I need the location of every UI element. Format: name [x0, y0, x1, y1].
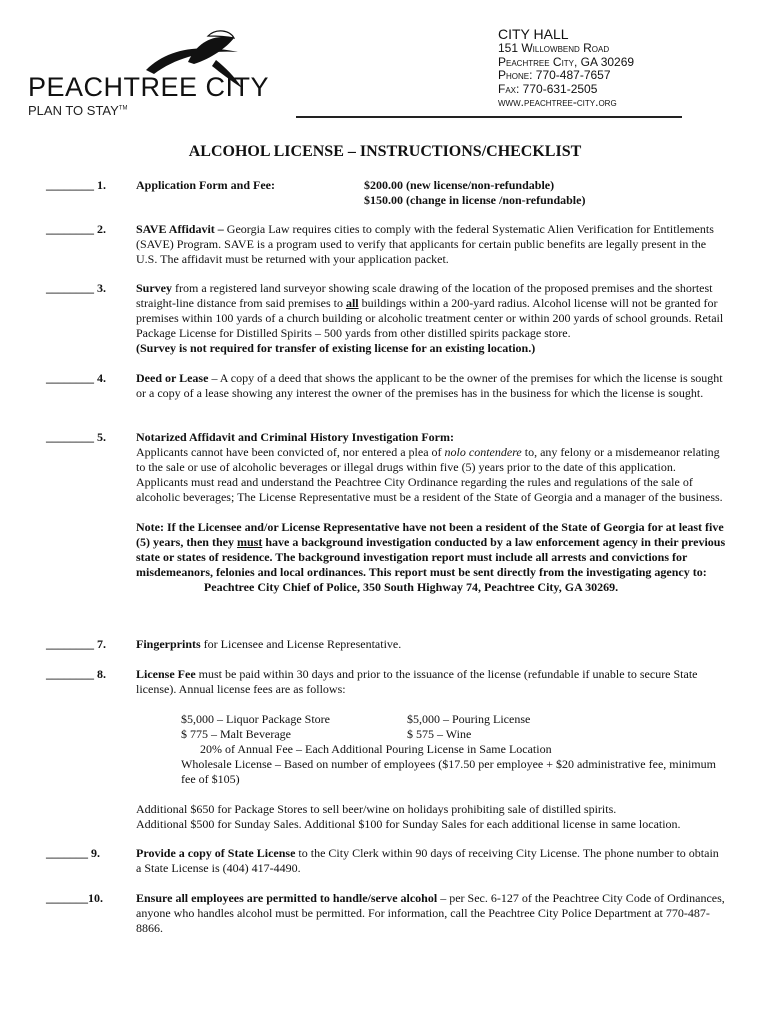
- fee-change: $150.00 (change in license /non-refundable): [364, 193, 586, 207]
- item-number: ________ 2.: [46, 222, 106, 236]
- logo-wordmark: PEACHTREE CITY: [28, 72, 270, 102]
- phone-line: Phone: 770-487-7657: [498, 68, 611, 82]
- item-label: Application Form and Fee:: [136, 178, 275, 192]
- city-hall-address: [498, 26, 634, 110]
- fax-line: Fax: 770-631-2505: [498, 81, 598, 96]
- item-body: Deed or Lease – A copy of a deed that shows the applicant to be the owner of the premises for which the license is sought or a copy of a lease showing any interest the owner of the premises has in the business for which the license is sought.: [136, 371, 723, 400]
- item-number: ________ 5.: [46, 430, 106, 444]
- survey-note: (Survey is not required for transfer of existing license for an existing location.): [136, 341, 536, 355]
- address-line: 151 Willowbend Road: [498, 41, 610, 55]
- address-line: Peachtree City, GA 30269: [498, 54, 635, 69]
- fee-additional-pouring: 20% of Annual Fee – Each Additional Pouring License in Same Location: [200, 742, 552, 756]
- item-number: ________ 1.: [46, 178, 106, 192]
- item-number: _______10.: [46, 891, 103, 905]
- item-number: _______ 9.: [46, 846, 100, 860]
- police-address: Peachtree City Chief of Police, 350 South Highway 74, Peachtree City, GA 30269.: [203, 580, 619, 594]
- org-name: CITY HALL: [498, 26, 569, 42]
- additional-holiday: Additional $650 for Package Stores to sell beer/wine on holidays prohibiting sale of distilled spirits.: [136, 802, 617, 816]
- header-divider: [296, 116, 682, 118]
- fee-malt: $ 775 – Malt Beverage: [181, 727, 291, 741]
- fee-wine: $ 575 – Wine: [407, 727, 472, 741]
- item-number: ________ 8.: [46, 667, 106, 681]
- item-body: SAVE Affidavit – Georgia Law requires cities to comply with the federal Systematic Alien Verification for Entitlements (SAVE) Program. SAVE is a program used to verify that applicants for certain public benefits are legally present in the U.S. The affidavit must be returned with your application packet.: [136, 222, 714, 266]
- website-line: www.peachtree-city.org: [498, 95, 617, 109]
- fee-new: $200.00 (new license/non-refundable): [364, 178, 555, 192]
- additional-sunday: Additional $500 for Sunday Sales. Additional $100 for Sunday Sales for each additional license in same location.: [136, 817, 681, 831]
- page-title: ALCOHOL LICENSE – INSTRUCTIONS/CHECKLIST: [188, 143, 582, 160]
- item-body: License Fee must be paid within 30 days and prior to the issuance of the license (refundable if unable to secure State license). Annual license fees are as follows: $5,000 – Liquor Package Store $5,000 – Pouring License $ 775 – Malt Beverage $ 575 – Wine 20% of Annual Fee – Each Additional Pouring License in Same Location Wholesale License – Based on number of employees ($17.50 per employee + $20 administrative fee, minimum fee of $105) Additional $650 for Package Stores to sell beer/wine on holidays prohibiting sale of distilled spirits. Additional $500 for Sunday Sales. Additional $100 for Sunday Sales for each additional license in same location.: [136, 667, 726, 832]
- item-number: ________ 7.: [46, 637, 106, 651]
- logo-tagline: PLAN TO STAY™: [28, 103, 128, 118]
- item-number: ________ 4.: [46, 371, 106, 385]
- fee-pouring: $5,000 – Pouring License: [407, 712, 531, 726]
- item-body: Notarized Affidavit and Criminal History Investigation Form: Applicants cannot have been convicted of, nor entered a plea of nolo contendere to, any felony or a misdemeanor relating to the sale or use of alcoholic beverages or illegal drugs within five (5) years prior to the date of this application. Applicants must read and understand the Peachtree City Ordinance regarding the rules and regulations of the sale of alcoholic beverages; The License Representative must be a resident of the State of Georgia and a manager of the business. Note: If the Licensee and/or License Representative have not been a resident of the State of Georgia for at least five (5) years, then they must have a background investigation conducted by a law enforcement agency in their previous state or states of residence. The background investigation report must include all arrests and convictions for misdemeanors, felonies and local ordinances. This report must be sent directly from the investigating agency to: Peachtree City Chief of Police, 350 South Highway 74, Peachtree City, GA 30269.: [136, 430, 726, 594]
- fee-wholesale: Wholesale License – Based on number of employees ($17.50 per employee + $20 administrative fee, minimum fee of $105): [181, 757, 716, 786]
- item-number: ________ 3.: [46, 281, 106, 295]
- item-body: Fingerprints for Licensee and License Representative.: [136, 637, 402, 651]
- peachtree-city-logo: [28, 30, 288, 120]
- item-body: Ensure all employees are permitted to handle/serve alcohol – per Sec. 6-127 of the Peachtree City Code of Ordinances, anyone who handles alcohol must be permitted. For information, call the Peachtree City Police Department at 770-487-8866.: [136, 891, 725, 935]
- item-body: Provide a copy of State License to the City Clerk within 90 days of receiving City License. The phone number to obtain a State License is (404) 417-4490.: [136, 846, 719, 875]
- item-body: [136, 178, 726, 208]
- item-body: Survey from a registered land surveyor showing scale drawing of the location of the proposed premises and the shortest straight-line distance from said premises to all buildings within a 200-yard radius. Alcohol license will not be granted for premises within 100 yards of a church building or alcoholic treatment center or within 200 yards of school grounds. Retail Package License for Distilled Spirits – 500 yards from other distilled spirits package store. (Survey is not required for transfer of existing license for an existing location.): [136, 281, 724, 355]
- fee-liquor-package: $5,000 – Liquor Package Store: [181, 712, 330, 726]
